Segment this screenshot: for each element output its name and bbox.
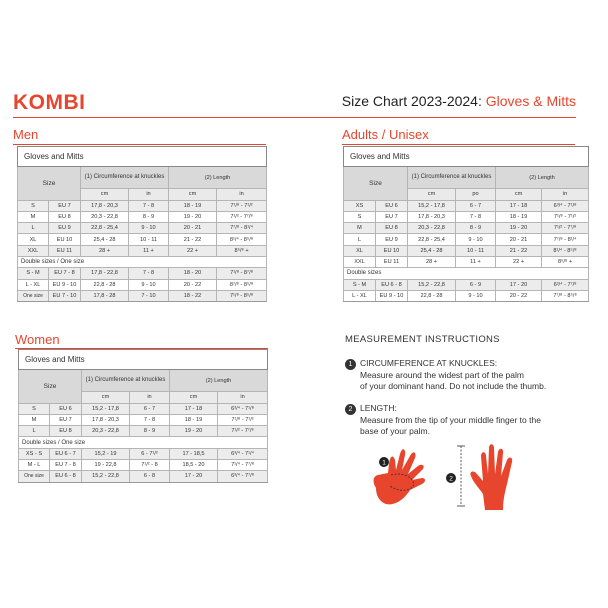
- page-title: [342, 93, 576, 109]
- size-cell: S - M: [18, 268, 49, 279]
- circumference-header: (1) Circumference at knuckles: [81, 167, 169, 189]
- table-row: [344, 256, 589, 267]
- length-cm-cell: 19 - 20: [496, 223, 542, 234]
- eu-cell: EU 9 - 10: [49, 279, 81, 290]
- size-cell: XXL: [18, 245, 49, 256]
- eu-cell: EU 7: [376, 211, 408, 222]
- unit-header: cm: [408, 189, 456, 201]
- length-in-cell: 7¹/⁴ - 7⁷/⁸: [218, 459, 268, 470]
- length-in-cell: 7¹/² - 7⁷/⁸: [542, 223, 589, 234]
- unit-header: po: [456, 189, 496, 201]
- eu-cell: EU 8: [50, 426, 82, 437]
- circ-in-cell: 6 - 8: [130, 471, 170, 482]
- eu-cell: EU 11: [376, 256, 408, 267]
- circ-in-cell: 11 +: [456, 256, 496, 267]
- group-label: Double sizes / One size: [18, 256, 267, 267]
- length-in-cell: 7¹/⁸ - 8⁵/⁸: [217, 290, 267, 301]
- table-row: [19, 448, 268, 459]
- circ-in-cell: 10 - 11: [456, 245, 496, 256]
- circ-in-cell: 6 - 7¹/²: [130, 448, 170, 459]
- hand-length-icon: [443, 440, 539, 514]
- eu-cell: EU 6 - 8: [376, 279, 408, 290]
- table-row: [344, 234, 589, 245]
- length-cm-cell: 17 - 18,5: [170, 448, 218, 459]
- size-cell: L: [19, 426, 50, 437]
- measurement-title: MEASUREMENT INSTRUCTIONS: [345, 334, 500, 345]
- table-row: [344, 290, 589, 301]
- size-cell: S: [344, 211, 376, 222]
- length-in-cell: 8⁵/⁸ +: [217, 245, 267, 256]
- group-label: Double sizes: [344, 268, 589, 279]
- length-cm-cell: 18 - 20: [169, 268, 217, 279]
- circ-in-cell: 9 - 10: [456, 290, 496, 301]
- length-in-cell: 6³/⁴ - 7⁷/⁸: [542, 279, 589, 290]
- length-cm-cell: 21 - 22: [169, 234, 217, 245]
- table-row: [344, 211, 589, 222]
- table-row: [18, 290, 267, 301]
- table-row: [18, 223, 267, 234]
- circ-cm-cell: 15,2 - 17,8: [82, 403, 130, 414]
- length-in-cell: 8¹/⁴ - 8⁵/⁸: [542, 245, 589, 256]
- unit-header: in: [130, 392, 170, 404]
- length-in-cell: 7¹/² - 7⁷/⁸: [218, 426, 268, 437]
- circ-cm-cell: 15,2 - 22,8: [82, 471, 130, 482]
- circ-cm-cell: 17,8 - 20,3: [408, 211, 456, 222]
- length-header: (2) Length: [169, 167, 267, 189]
- circ-in-cell: 7 - 10: [129, 290, 169, 301]
- length-in-cell: 7⁷/⁸ - 8¹/⁴: [217, 223, 267, 234]
- size-header: Size: [344, 167, 408, 201]
- step-description: of your dominant hand. Do not include the thumb.: [360, 381, 547, 391]
- step-description: Measure around the widest part of the palm: [360, 370, 524, 380]
- unit-header: in: [217, 189, 267, 201]
- length-in-cell: 7¹/⁸ - 8⁷/⁸: [217, 268, 267, 279]
- size-cell: L: [18, 223, 49, 234]
- step-title: LENGTH:: [360, 403, 397, 413]
- circ-cm-cell: 19 - 22,8: [82, 459, 130, 470]
- eu-cell: EU 6: [376, 200, 408, 211]
- diagram-marker-label: 2: [449, 475, 453, 483]
- length-cm-cell: 22 +: [169, 245, 217, 256]
- circ-cm-cell: 28 +: [408, 256, 456, 267]
- circ-cm-cell: 15,2 - 22,8: [408, 279, 456, 290]
- adults-divider: [342, 144, 575, 145]
- length-header: (2) Length: [170, 370, 268, 392]
- circ-cm-cell: 17,8 - 28: [81, 290, 129, 301]
- circ-in-cell: 6 - 9: [456, 279, 496, 290]
- unit-header: cm: [81, 189, 129, 201]
- size-cell: L - XL: [18, 279, 49, 290]
- length-in-cell: 6³/⁴ - 7¹/⁸: [218, 403, 268, 414]
- eu-cell: EU 7 - 8: [49, 268, 81, 279]
- table-row: [18, 245, 267, 256]
- size-cell: M: [344, 223, 376, 234]
- eu-cell: EU 10: [376, 245, 408, 256]
- length-cm-cell: 20 - 22: [496, 290, 542, 301]
- circ-in-cell: 10 - 11: [129, 234, 169, 245]
- circumference-header: (1) Circumference at knuckles: [408, 167, 496, 189]
- circ-cm-cell: 22,8 - 25,4: [408, 234, 456, 245]
- table-row: [344, 223, 589, 234]
- size-cell: S - M: [344, 279, 376, 290]
- length-cm-cell: 20 - 21: [496, 234, 542, 245]
- group-label: Double sizes / One size: [19, 437, 268, 448]
- length-cm-cell: 19 - 20: [169, 211, 217, 222]
- circ-cm-cell: 22,8 - 28: [81, 279, 129, 290]
- table-row: [18, 200, 267, 211]
- size-cell: One size: [18, 290, 49, 301]
- men-heading: Men: [13, 127, 39, 142]
- length-cm-cell: 18 - 19: [496, 211, 542, 222]
- circ-in-cell: 9 - 10: [129, 223, 169, 234]
- size-header: Size: [18, 167, 81, 201]
- title-divider: [13, 117, 576, 118]
- table-row: [18, 268, 267, 279]
- size-cell: L: [344, 234, 376, 245]
- table-caption: Gloves and Mitts: [344, 147, 589, 167]
- adults-size-table: [343, 146, 589, 302]
- step-circumference: [345, 358, 546, 392]
- table-row: [19, 426, 268, 437]
- length-in-cell: 7¹/² - 7⁷/⁸: [217, 211, 267, 222]
- circ-in-cell: 7 - 8: [129, 268, 169, 279]
- table-row: [18, 234, 267, 245]
- length-in-cell: 7¹/⁸ - 7¹/²: [217, 200, 267, 211]
- table-row: [19, 414, 268, 425]
- table-row: [19, 403, 268, 414]
- table-caption: Gloves and Mitts: [18, 147, 267, 167]
- length-in-cell: 8¹/⁴ - 8⁵/⁸: [217, 234, 267, 245]
- circ-cm-cell: 20,3 - 22,8: [81, 211, 129, 222]
- hand-circumference-icon: [364, 442, 446, 512]
- eu-cell: EU 7 - 10: [49, 290, 81, 301]
- length-cm-cell: 17 - 18: [170, 403, 218, 414]
- table-row: [18, 279, 267, 290]
- size-cell: M: [19, 414, 50, 425]
- unit-header: cm: [170, 392, 218, 404]
- length-cm-cell: 17 - 18: [496, 200, 542, 211]
- circ-in-cell: 9 - 10: [129, 279, 169, 290]
- size-header: Size: [19, 370, 82, 404]
- table-row: [18, 211, 267, 222]
- length-in-cell: 7¹/⁸ - 7¹/²: [542, 211, 589, 222]
- circ-cm-cell: 28 +: [81, 245, 129, 256]
- circ-cm-cell: 17,8 - 22,8: [81, 268, 129, 279]
- circ-cm-cell: 25,4 - 28: [408, 245, 456, 256]
- length-cm-cell: 20 - 21: [169, 223, 217, 234]
- unit-header: in: [218, 392, 268, 404]
- circ-cm-cell: 17,8 - 20,3: [81, 200, 129, 211]
- men-size-table: [17, 146, 267, 302]
- size-cell: XS - S: [19, 448, 50, 459]
- length-in-cell: 8⁷/⁸ - 8⁵/⁸: [217, 279, 267, 290]
- circ-cm-cell: 25,4 - 28: [81, 234, 129, 245]
- length-in-cell: 6³/⁴ - 7¹/⁴: [218, 448, 268, 459]
- circ-in-cell: 6 - 7: [130, 403, 170, 414]
- step-description: Measure from the tip of your middle finger to the: [360, 415, 541, 425]
- length-in-cell: 6³/⁴ - 7⁷/⁸: [218, 471, 268, 482]
- length-cm-cell: 22 +: [496, 256, 542, 267]
- length-in-cell: 7⁷/⁸ - 8⁵/⁸: [542, 290, 589, 301]
- hand-shape: [470, 444, 512, 510]
- eu-cell: EU 9: [376, 234, 408, 245]
- circ-in-cell: 7 - 8: [129, 200, 169, 211]
- step-title: CIRCUMFERENCE AT KNUCKLES:: [360, 358, 498, 368]
- length-cm-cell: 17 - 20: [170, 471, 218, 482]
- table-row: [344, 245, 589, 256]
- size-cell: XL: [344, 245, 376, 256]
- circ-in-cell: 11 +: [129, 245, 169, 256]
- length-cm-cell: 18 - 22: [169, 290, 217, 301]
- title-accent: Gloves & Mitts: [485, 93, 576, 109]
- length-cm-cell: 21 - 22: [496, 245, 542, 256]
- length-cm-cell: 18 - 19: [170, 414, 218, 425]
- circ-in-cell: 9 - 10: [456, 234, 496, 245]
- men-divider: [13, 144, 266, 145]
- unit-header: cm: [82, 392, 130, 404]
- eu-cell: EU 8: [49, 211, 81, 222]
- eu-cell: EU 9 - 10: [376, 290, 408, 301]
- unit-header: in: [542, 189, 589, 201]
- table-row: [19, 471, 268, 482]
- length-cm-cell: 18,5 - 20: [170, 459, 218, 470]
- diagram-marker-label: 1: [382, 459, 386, 467]
- size-cell: XL: [18, 234, 49, 245]
- length-cm-cell: 18 - 19: [169, 200, 217, 211]
- circ-cm-cell: 20,3 - 22,8: [82, 426, 130, 437]
- eu-cell: EU 6: [50, 403, 82, 414]
- size-cell: M: [18, 211, 49, 222]
- eu-cell: EU 8: [376, 223, 408, 234]
- women-size-table: [18, 349, 268, 483]
- table-caption: Gloves and Mitts: [19, 350, 268, 370]
- eu-cell: EU 9: [49, 223, 81, 234]
- length-in-cell: 7⁷/⁸ - 8¹/⁴: [542, 234, 589, 245]
- unit-header: cm: [496, 189, 542, 201]
- unit-header: cm: [169, 189, 217, 201]
- circ-cm-cell: 15,2 - 17,8: [408, 200, 456, 211]
- table-row: [344, 200, 589, 211]
- circ-cm-cell: 20,3 - 22,8: [408, 223, 456, 234]
- circ-cm-cell: 22,8 - 25,4: [81, 223, 129, 234]
- women-heading: Women: [15, 332, 60, 347]
- size-cell: L - XL: [344, 290, 376, 301]
- brand-logo: KOMBI: [13, 91, 86, 114]
- length-cm-cell: 19 - 20: [170, 426, 218, 437]
- eu-cell: EU 7: [49, 200, 81, 211]
- size-cell: M - L: [19, 459, 50, 470]
- length-header: (2) Length: [496, 167, 589, 189]
- length-cm-cell: 20 - 22: [169, 279, 217, 290]
- size-cell: S: [19, 403, 50, 414]
- step-description: base of your palm.: [360, 426, 430, 436]
- size-cell: XS: [344, 200, 376, 211]
- circ-in-cell: 7 - 8: [456, 211, 496, 222]
- circ-cm-cell: 17,8 - 20,3: [82, 414, 130, 425]
- size-cell: XXL: [344, 256, 376, 267]
- length-in-cell: 7¹/⁸ - 7¹/²: [218, 414, 268, 425]
- title-prefix: Size Chart 2023-2024:: [341, 93, 486, 109]
- step-number-badge: 2: [345, 404, 356, 415]
- adults-heading: Adults / Unisex: [342, 127, 429, 142]
- circ-cm-cell: 22,8 - 28: [408, 290, 456, 301]
- eu-cell: EU 6 - 8: [50, 471, 82, 482]
- circ-cm-cell: 15,2 - 19: [82, 448, 130, 459]
- step-number-badge: 1: [345, 359, 356, 370]
- circ-in-cell: 6 - 7: [456, 200, 496, 211]
- length-in-cell: 8⁵/⁸ +: [542, 256, 589, 267]
- length-in-cell: 6³/⁴ - 7¹/⁸: [542, 200, 589, 211]
- length-cm-cell: 17 - 20: [496, 279, 542, 290]
- table-row: [19, 459, 268, 470]
- eu-cell: EU 6 - 7: [50, 448, 82, 459]
- eu-cell: EU 11: [49, 245, 81, 256]
- circ-in-cell: 7 - 8: [130, 414, 170, 425]
- eu-cell: EU 10: [49, 234, 81, 245]
- circumference-header: (1) Circumference at knuckles: [82, 370, 170, 392]
- hand-shape: [374, 449, 425, 504]
- eu-cell: EU 7: [50, 414, 82, 425]
- table-row: [344, 279, 589, 290]
- circ-in-cell: 8 - 9: [129, 211, 169, 222]
- step-length: [345, 403, 541, 437]
- circ-in-cell: 8 - 9: [456, 223, 496, 234]
- eu-cell: EU 7 - 8: [50, 459, 82, 470]
- size-cell: S: [18, 200, 49, 211]
- circ-in-cell: 8 - 9: [130, 426, 170, 437]
- size-cell: One size: [19, 471, 50, 482]
- circ-in-cell: 7¹/² - 8: [130, 459, 170, 470]
- unit-header: in: [129, 189, 169, 201]
